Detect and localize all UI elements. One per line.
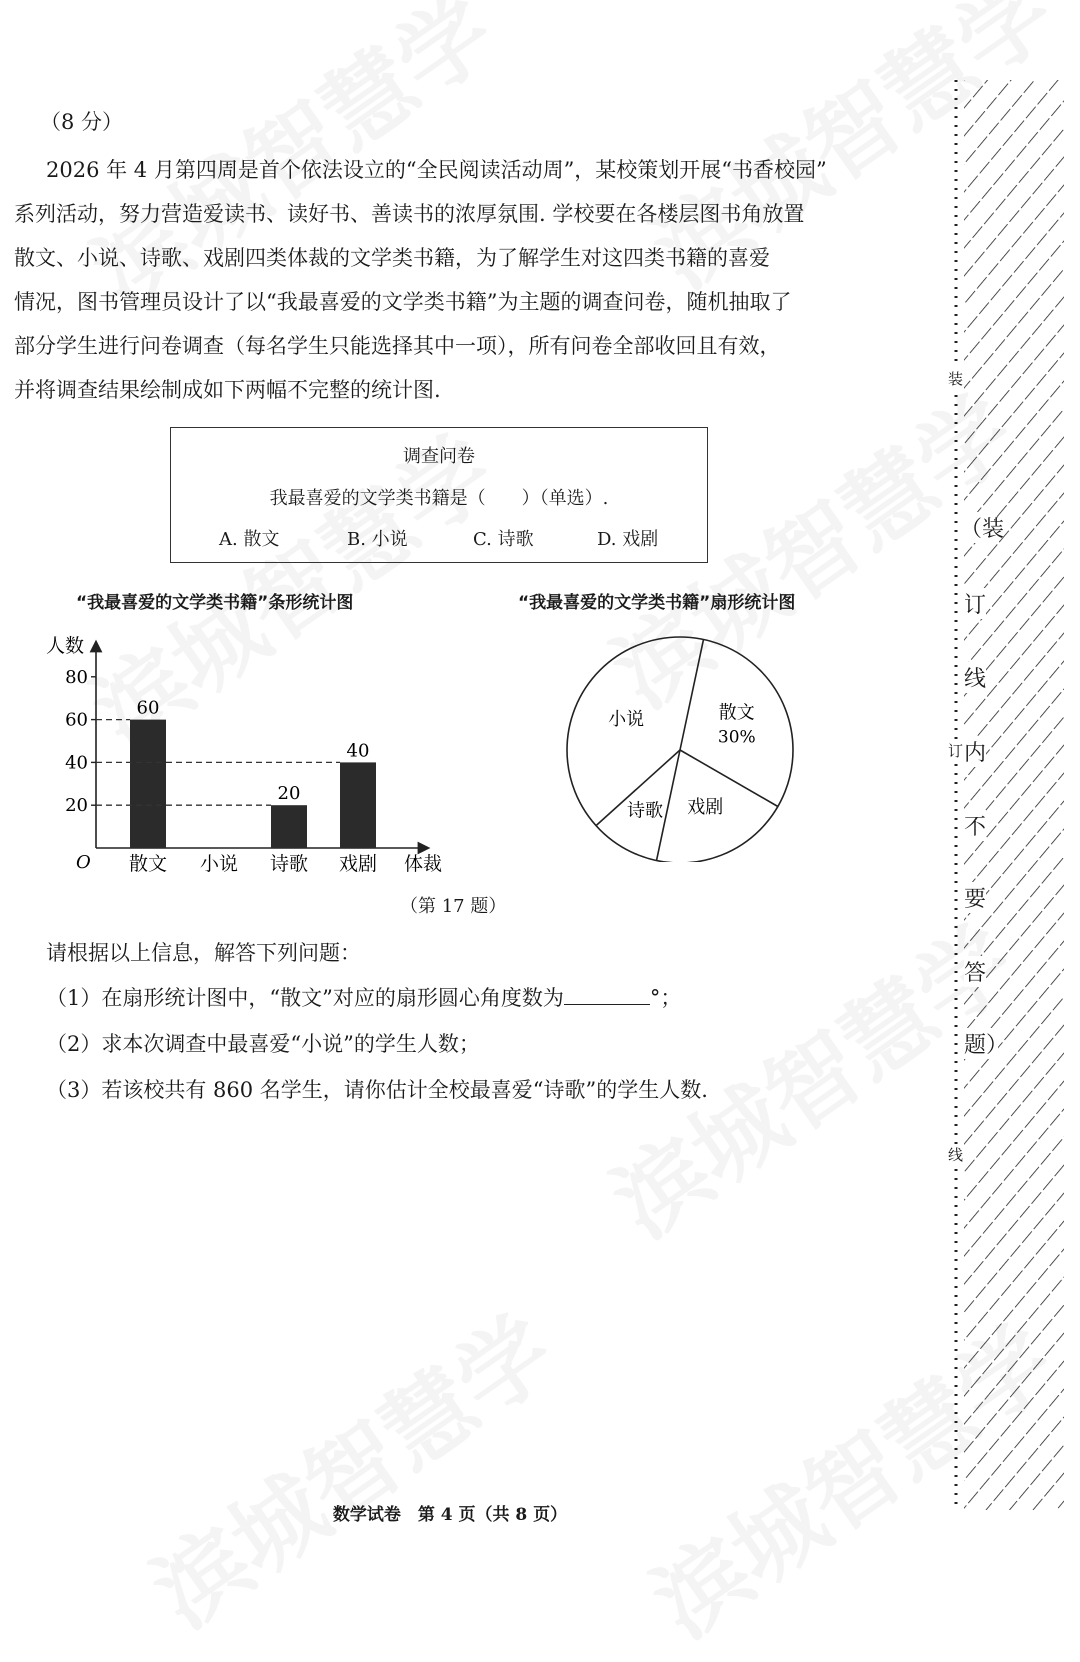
binding-mark-bottom: 线 — [948, 1146, 964, 1164]
y-axis-label: 人数 — [46, 635, 85, 657]
bar-chart-title: “我最喜爱的文学类书籍”条形统计图 — [76, 593, 354, 613]
survey-question: 我最喜爱的文学类书籍是（ ）（单选）. — [269, 488, 609, 509]
binding-char: 线 — [964, 662, 986, 693]
score-label: （8 分） — [40, 110, 124, 134]
x-tick-label: 散文 — [128, 853, 168, 875]
survey-option-d: D. 戏剧 — [597, 529, 659, 550]
bar-value-label: 20 — [277, 783, 301, 805]
y-tick-label: 60 — [65, 709, 88, 731]
bar-chart — [40, 630, 500, 890]
binding-char: 订 — [964, 588, 986, 619]
question-1-unit: °； — [649, 986, 682, 1010]
bar-value-label: 40 — [346, 740, 370, 762]
survey-option-a: A. 散文 — [219, 529, 280, 550]
binding-char: （装 — [960, 512, 994, 543]
bar — [130, 720, 166, 848]
bar-value-label: 60 — [136, 697, 160, 719]
x-tick-label: 戏剧 — [338, 853, 378, 875]
x-tick-label: 小说 — [199, 853, 239, 875]
binding-char: 题） — [964, 1028, 998, 1059]
survey-title: 调查问卷 — [403, 446, 475, 467]
intro-line: 并将调查结果绘制成如下两幅不完整的统计图. — [14, 378, 441, 402]
intro-line: 系列活动，努力营造爱读书、读好书、善读书的浓厚氛围. 学校要在各楼层图书角放置 — [14, 202, 805, 226]
pie-slice-label: 小说 — [608, 708, 645, 730]
question-2: （2）求本次调查中最喜爱“小说”的学生人数； — [46, 1032, 480, 1056]
pie-slice-label: 戏剧 — [687, 796, 724, 818]
survey-option-c: C. 诗歌 — [473, 529, 534, 550]
binding-mark-left: 订 — [948, 742, 964, 760]
bar — [340, 762, 376, 848]
x-tick-label: 诗歌 — [269, 853, 309, 875]
x-axis-label: 体裁 — [404, 853, 443, 875]
figure-caption: （第 17 题） — [400, 896, 507, 917]
pie-chart-title: “我最喜爱的文学类书籍”扇形统计图 — [518, 593, 796, 613]
question-1-text: （1）在扇形统计图中，“散文”对应的扇形圆心角度数为 — [46, 986, 564, 1010]
binding-char: 答 — [964, 956, 986, 987]
page-footer: 数学试卷 第 4 页（共 8 页） — [332, 1505, 568, 1525]
question-3: （3）若该校共有 860 名学生，请你估计全校最喜爱“诗歌”的学生人数. — [46, 1078, 708, 1102]
intro-line: 部分学生进行问卷调查（每名学生只能选择其中一项），所有问卷全部收回且有效， — [14, 334, 781, 358]
y-tick-label: 80 — [65, 666, 88, 688]
binding-mark-top: 装 — [948, 370, 964, 388]
binding-margin — [940, 80, 1065, 1510]
pie-slice-label: 散文 — [718, 702, 755, 724]
binding-char: 要 — [964, 882, 986, 913]
pie-slice-label: 诗歌 — [626, 800, 663, 822]
binding-char: 不 — [964, 810, 986, 841]
survey-box — [170, 427, 708, 563]
pie-slice-boundary — [680, 639, 703, 750]
answer-blank[interactable] — [564, 984, 650, 1005]
y-tick-label: 40 — [65, 752, 88, 774]
survey-option-b: B. 小说 — [347, 529, 408, 550]
origin-label: O — [76, 852, 91, 873]
questions-prompt: 请根据以上信息，解答下列问题： — [46, 941, 361, 965]
intro-line: 情况，图书管理员设计了以“我最喜爱的文学类书籍”为主题的调查问卷，随机抽取了 — [14, 290, 792, 314]
bar — [271, 805, 307, 848]
pie-chart — [560, 622, 820, 862]
intro-line: 散文、小说、诗歌、戏剧四类体裁的文学类书籍，为了解学生对这四类书籍的喜爱 — [14, 246, 770, 270]
y-tick-label: 20 — [65, 795, 88, 817]
binding-hatch — [940, 80, 1065, 1510]
pie-slice-percent: 30% — [717, 727, 756, 748]
binding-char: 内 — [964, 736, 986, 767]
question-1 — [46, 982, 681, 1012]
intro-line: 2026 年 4 月第四周是首个依法设立的“全民阅读活动周”，某校策划开展“书香校园” — [46, 158, 827, 182]
watermark — [124, 1280, 577, 1652]
intro-paragraph — [14, 148, 874, 412]
